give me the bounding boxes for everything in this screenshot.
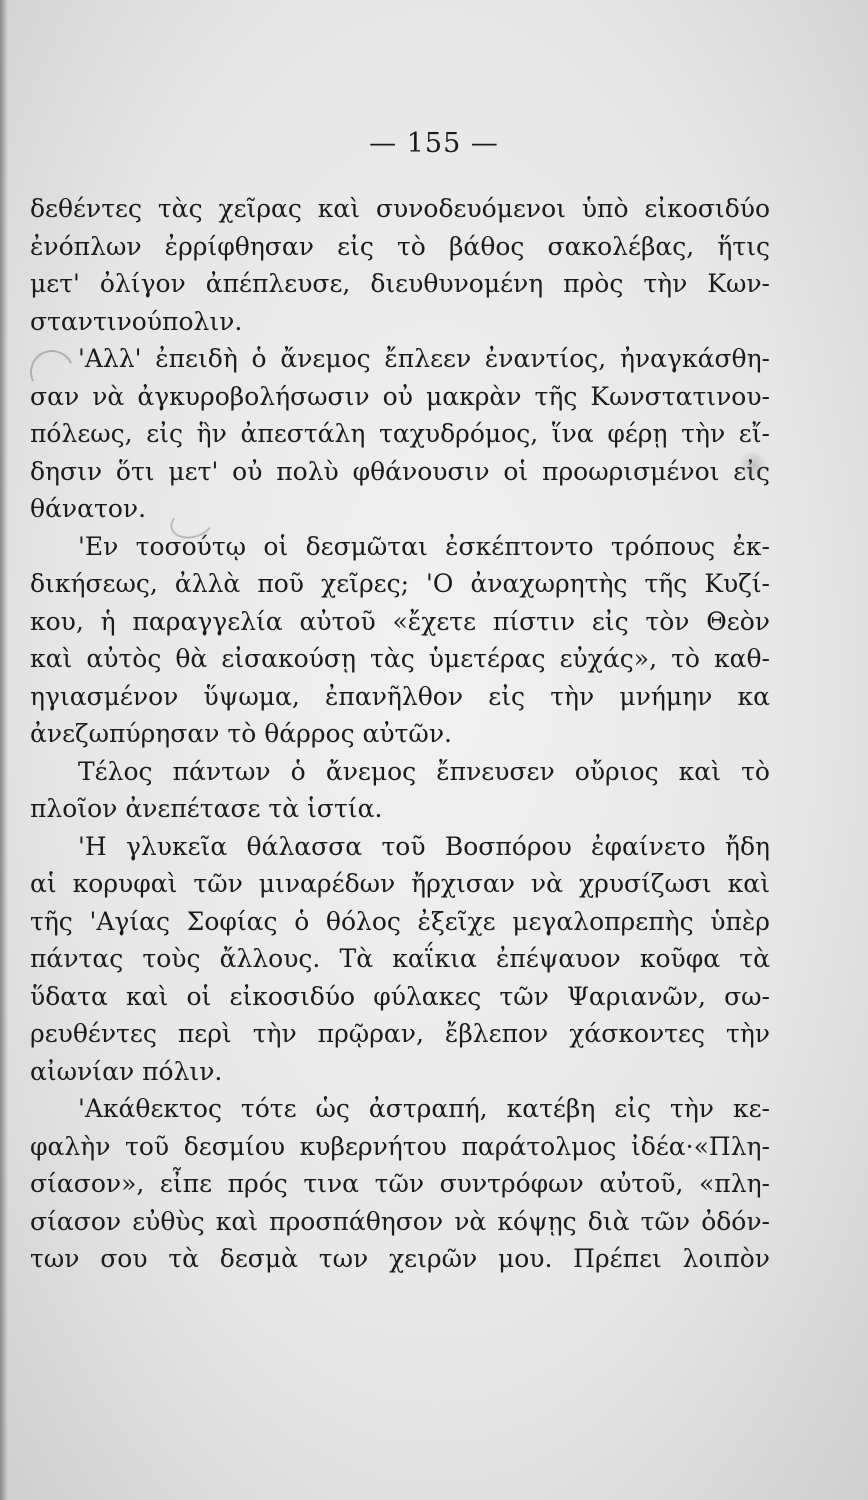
- text-line: δησιν ὅτι μετ' οὐ πολὺ φθάνουσιν οἱ προωρισμένοι εἰς: [30, 456, 770, 486]
- text-line: ρευθέντες περὶ τὴν πρῷραν, ἔβλεπον χάσκοντες τὴν: [30, 1019, 770, 1048]
- text-line: πάντας τοὺς ἄλλους. Τὰ καΐκια ἐπέψαυον κοῦφα τὰ: [30, 944, 770, 973]
- text-line: 'Εν τοσούτῳ οἱ δεσμῶται ἐσκέπτοντο τρόπους ἐκ-: [78, 531, 770, 561]
- page-edge-shadow: [0, 0, 8, 1500]
- pencil-annotation-mark: [738, 450, 768, 480]
- text-line: θάνατον.: [30, 494, 147, 523]
- text-line: πόλεως, εἰς ἣν ἀπεστάλη ταχυδρόμος, ἵνα φέρῃ τὴν εἴ-: [30, 419, 770, 448]
- body-text: [30, 190, 770, 1278]
- text-line: φαλὴν τοῦ δεσμίου κυβερνήτου παράτολμος ἰδέα·«Πλη-: [30, 1131, 770, 1161]
- text-line: ὕδατα καὶ οἱ εἰκοσιδύο φύλακες τῶν Ψαριανῶν, σω-: [30, 981, 770, 1011]
- text-line: των σου τὰ δεσμὰ των χειρῶν μου. Πρέπει λοιπὸν: [30, 1244, 770, 1273]
- text-line: πλοῖον ἀνεπέτασε τὰ ἱστία.: [30, 794, 383, 823]
- text-line: ἐνόπλων ἐρρίφθησαν εἰς τὸ βάθος σακολέβας, ἥτις: [30, 231, 770, 261]
- text-line: Τέλος πάντων ὁ ἄνεμος ἔπνευσεν οὔριος καὶ τὸ: [78, 756, 770, 786]
- text-line: κου, ἡ παραγγελία αὐτοῦ «ἔχετε πίστιν εἰς τὸν Θεὸν: [30, 606, 770, 636]
- text-line: καὶ αὐτὸς θὰ εἰσακούσῃ τὰς ὑμετέρας εὐχάς», τὸ καθ-: [30, 644, 770, 673]
- text-line: 'Η γλυκεῖα θάλασσα τοῦ Βοσπόρου ἐφαίνετο ἤδη: [78, 831, 770, 861]
- page-number: — 155 —: [369, 128, 499, 159]
- text-line: σταντινούπολιν.: [30, 306, 243, 336]
- text-line: δικήσεως, ἀλλὰ ποῦ χεῖρες; 'Ο ἀναχωρητὴς τῆς Κυζί-: [30, 569, 770, 598]
- text-line: 'Ακάθεκτος τότε ὡς ἀστραπή, κατέβη εἰς τὴν κε-: [78, 1094, 770, 1123]
- text-line: μετ' ὀλίγον ἀπέπλευσε, διευθυνομένη πρὸς τὴν Κων-: [30, 269, 770, 298]
- text-line: 'Αλλ' ἐπειδὴ ὁ ἄνεμος ἔπλεεν ἐναντίος, ἠναγκάσθη-: [78, 344, 770, 373]
- text-line: τῆς 'Αγίας Σοφίας ὁ θόλος ἐξεῖχε μεγαλοπρεπὴς ὑπὲρ: [30, 906, 770, 936]
- text-line: ηγιασμένον ὕψωμα, ἐπανῆλθον εἰς τὴν μνήμην κα: [30, 681, 770, 711]
- text-line: αἱ κορυφαὶ τῶν μιναρέδων ἤρχισαν νὰ χρυσίζωσι καὶ: [30, 869, 770, 898]
- text-line: σίασον εὐθὺς καὶ προσπάθησον νὰ κόψῃς διὰ τῶν ὀδόν-: [30, 1206, 770, 1236]
- text-line: αἰωνίαν πόλιν.: [30, 1056, 223, 1086]
- text-line: δεθέντες τὰς χεῖρας καὶ συνοδευόμενοι ὑπὸ εἰκοσιδύο: [30, 194, 770, 223]
- text-line: ἀνεζωπύρησαν τὸ θάρρος αὐτῶν.: [30, 719, 452, 748]
- text-line: σαν νὰ ἀγκυροβολήσωσιν οὐ μακρὰν τῆς Κωνστατινου-: [30, 381, 770, 411]
- text-line: σίασον», εἶπε πρός τινα τῶν συντρόφων αὐτοῦ, «πλη-: [30, 1169, 770, 1198]
